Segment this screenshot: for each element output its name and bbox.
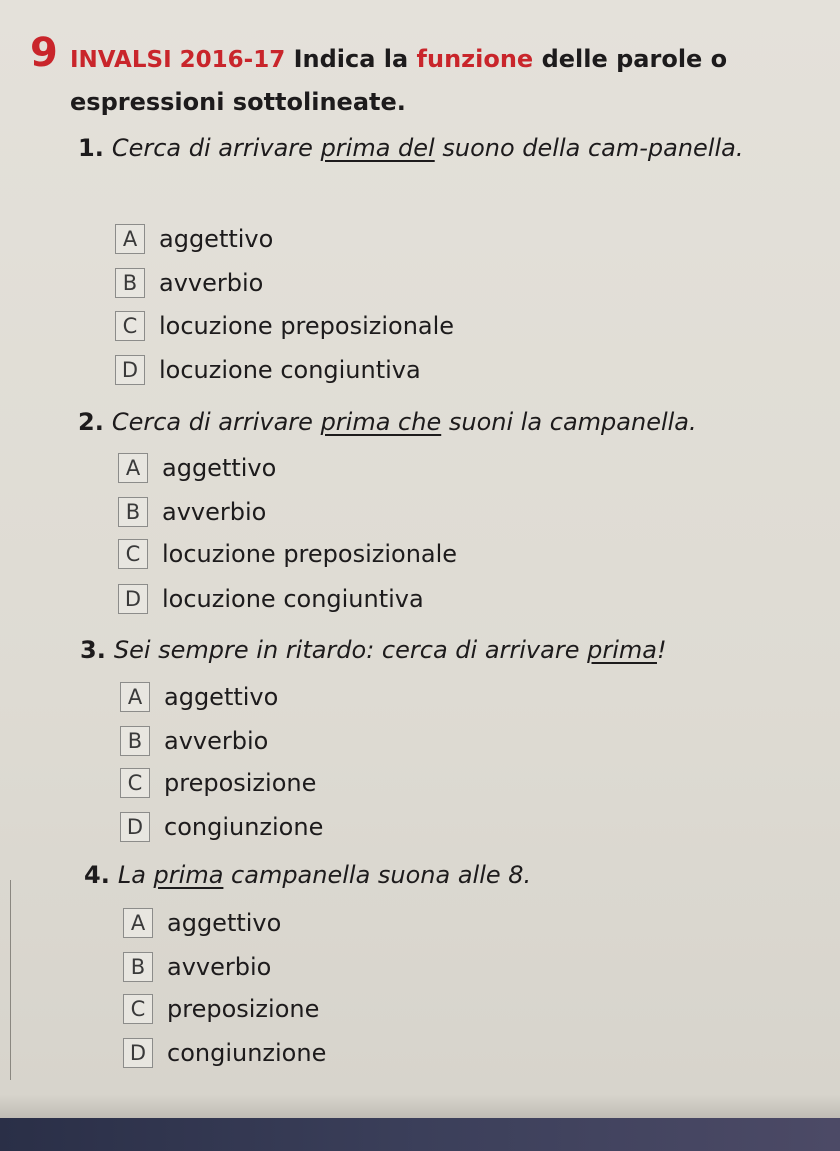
option-letter-box: A: [118, 453, 148, 483]
option-letter-box: B: [118, 497, 148, 527]
option-label: preposizione: [164, 769, 317, 797]
question-text-before: Cerca di arrivare: [111, 408, 321, 436]
background-strip: [0, 1118, 840, 1151]
question-number: 4.: [84, 861, 110, 889]
option-letter-box: D: [120, 812, 150, 842]
option-letter-box: C: [115, 311, 145, 341]
question-text-after: suono della cam-panella.: [434, 134, 744, 162]
option-letter-box: A: [115, 224, 145, 254]
option-4c[interactable]: [123, 993, 319, 1025]
question-text-before: Cerca di arrivare: [111, 134, 321, 162]
option-letter-box: B: [115, 268, 145, 298]
underlined-expression: prima: [587, 636, 657, 664]
option-1b[interactable]: [115, 267, 263, 299]
exercise-instruction: [70, 38, 830, 123]
option-label: avverbio: [159, 269, 264, 297]
option-label: congiunzione: [164, 813, 324, 841]
option-4a[interactable]: [123, 907, 281, 939]
question-number: 3.: [80, 636, 106, 664]
option-3c[interactable]: [120, 767, 316, 799]
option-label: avverbio: [162, 498, 267, 526]
option-1c[interactable]: [115, 310, 454, 342]
option-label: aggettivo: [167, 909, 282, 937]
option-label: aggettivo: [162, 454, 277, 482]
option-label: aggettivo: [164, 683, 279, 711]
question-number: 2.: [78, 408, 104, 436]
option-2c[interactable]: [118, 538, 457, 570]
option-letter-box: B: [123, 952, 153, 982]
question-3: [80, 630, 820, 670]
underlined-expression: prima che: [320, 408, 442, 436]
question-text-after: !: [656, 636, 667, 664]
option-letter-box: D: [118, 584, 148, 614]
underlined-expression: prima del: [320, 134, 435, 162]
option-label: aggettivo: [159, 225, 274, 253]
option-2b[interactable]: [118, 496, 266, 528]
question-text-after: campanella suona alle 8.: [223, 861, 532, 889]
question-2: [78, 402, 818, 442]
option-4d[interactable]: [123, 1037, 326, 1069]
option-letter-box: C: [118, 539, 148, 569]
option-letter-box: D: [123, 1038, 153, 1068]
question-1: [78, 128, 778, 168]
option-letter-box: A: [120, 682, 150, 712]
option-4b[interactable]: [123, 951, 271, 983]
question-text-after: suoni la campanella.: [441, 408, 697, 436]
option-label: locuzione preposizionale: [162, 540, 458, 568]
option-1a[interactable]: [115, 223, 273, 255]
page-margin-line: [10, 880, 11, 1080]
option-label: avverbio: [164, 727, 269, 755]
option-label: locuzione congiuntiva: [159, 356, 421, 384]
option-label: locuzione congiuntiva: [162, 585, 424, 613]
instruction-part1: Indica la: [293, 45, 417, 73]
question-text-before: La: [117, 861, 154, 889]
option-letter-box: B: [120, 726, 150, 756]
instruction-part2: delle parole o espressioni sottolineate.: [70, 45, 728, 116]
instruction-accent: funzione: [416, 45, 534, 73]
option-1d[interactable]: [115, 354, 421, 386]
option-letter-box: D: [115, 355, 145, 385]
source-tag: INVALSI 2016-17: [70, 47, 286, 73]
option-label: congiunzione: [167, 1039, 327, 1067]
question-4: [84, 855, 824, 895]
exercise-number: 9: [30, 30, 58, 76]
option-letter-box: C: [123, 994, 153, 1024]
option-3b[interactable]: [120, 725, 268, 757]
underlined-expression: prima: [153, 861, 224, 889]
option-label: locuzione preposizionale: [159, 312, 455, 340]
option-2d[interactable]: [118, 583, 424, 615]
option-3a[interactable]: [120, 681, 278, 713]
option-letter-box: C: [120, 768, 150, 798]
question-text-before: Sei sempre in ritardo: cerca di arrivare: [113, 636, 588, 664]
option-3d[interactable]: [120, 811, 323, 843]
option-2a[interactable]: [118, 452, 276, 484]
option-label: avverbio: [167, 953, 272, 981]
option-letter-box: A: [123, 908, 153, 938]
option-label: preposizione: [167, 995, 320, 1023]
question-number: 1.: [78, 134, 104, 162]
